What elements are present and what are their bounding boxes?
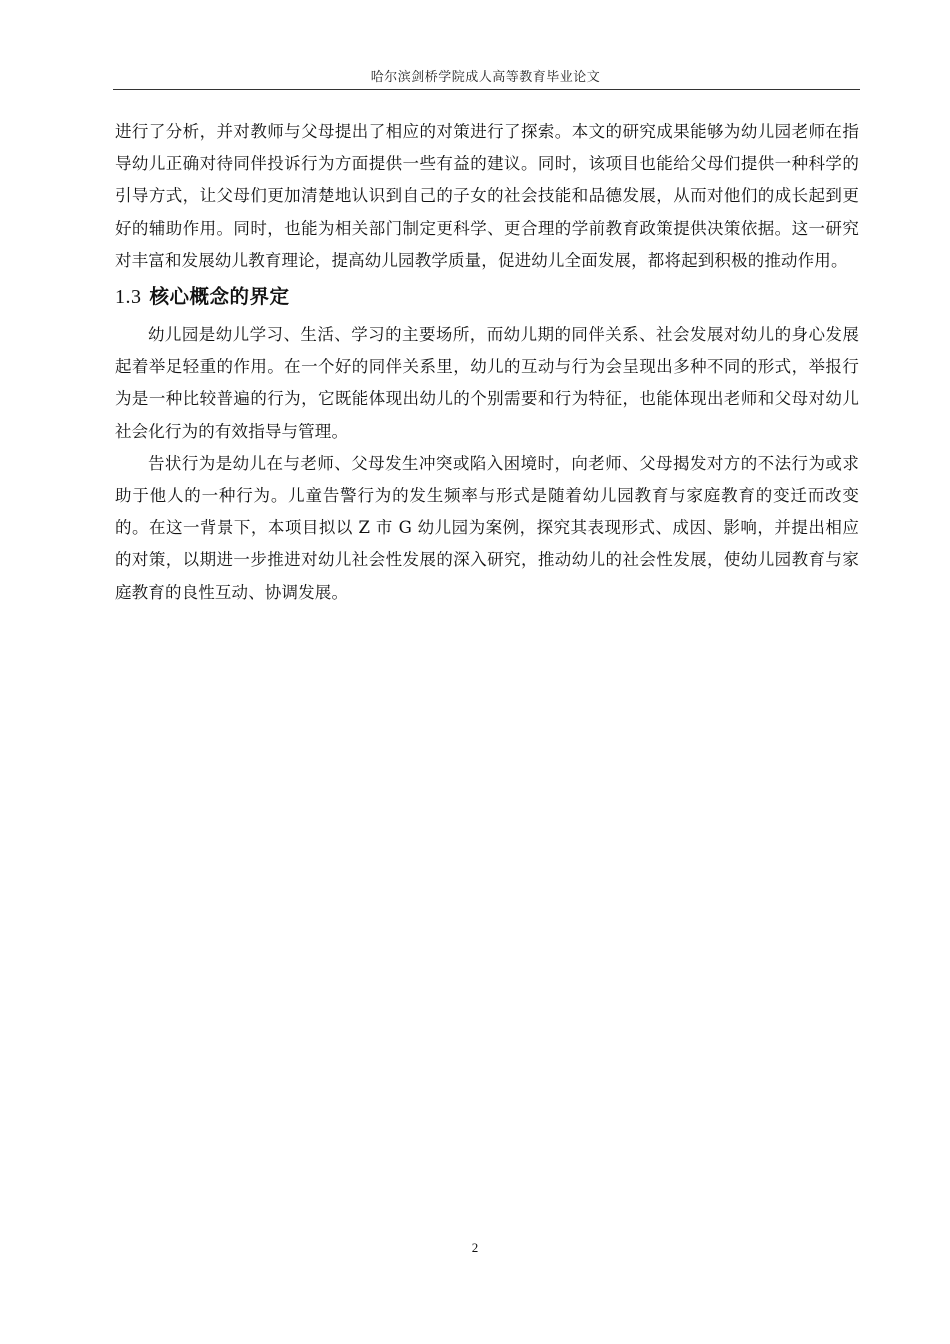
section-number: 1.3 <box>115 286 142 309</box>
header-divider <box>113 89 860 90</box>
paragraph-continuation: 进行了分析，并对教师与父母提出了相应的对策进行了探索。本文的研究成果能够为幼儿园老师在指导幼儿正确对待同伴投诉行为方面提供一些有益的建议。同时，该项目也能给父母们提供一种科学的引导方式，让父母们更加清楚地认识到自己的子女的社会技能和品德发展，从而对他们的成长起到更好的辅助作用。同时，也能为相关部门制定更科学、更合理的学前教育政策提供决策依据。这一研究对丰富和发展幼儿教育理论，提高幼儿园教学质量，促进幼儿全面发展，都将起到积极的推动作用。 <box>115 122 859 270</box>
paragraph: 告状行为是幼儿在与老师、父母发生冲突或陷入困境时，向老师、父母揭发对方的不法行为或求助于他人的一种行为。儿童告警行为的发生频率与形式是随着幼儿园教育与家庭教育的变迁而改变的。在这一背景下，本项目拟以 Z 市 G 幼儿园为案例，探究其表现形式、成因、影响，并提出相应的对策，以期进一步推进对幼儿社会性发展的深入研究，推动幼儿的社会性发展，使幼儿园教育与家庭教育的良性互动、协调发展。 <box>115 453 859 602</box>
running-header: 哈尔滨剑桥学院成人高等教育毕业论文 <box>370 70 601 85</box>
page-number: 2 <box>471 1240 479 1255</box>
section-heading <box>115 281 859 313</box>
document-body <box>115 116 859 609</box>
paragraph: 幼儿园是幼儿学习、生活、学习的主要场所，而幼儿期的同伴关系、社会发展对幼儿的身心发展起着举足轻重的作用。在一个好的同伴关系里，幼儿的互动与行为会呈现出多种不同的形式，举报行为是一种比较普遍的行为，它既能体现出幼儿的个别需要和行为特征，也能体现出老师和父母对幼儿社会化行为的有效指导与管理。 <box>115 325 859 441</box>
section-title: 核心概念的界定 <box>149 285 290 309</box>
